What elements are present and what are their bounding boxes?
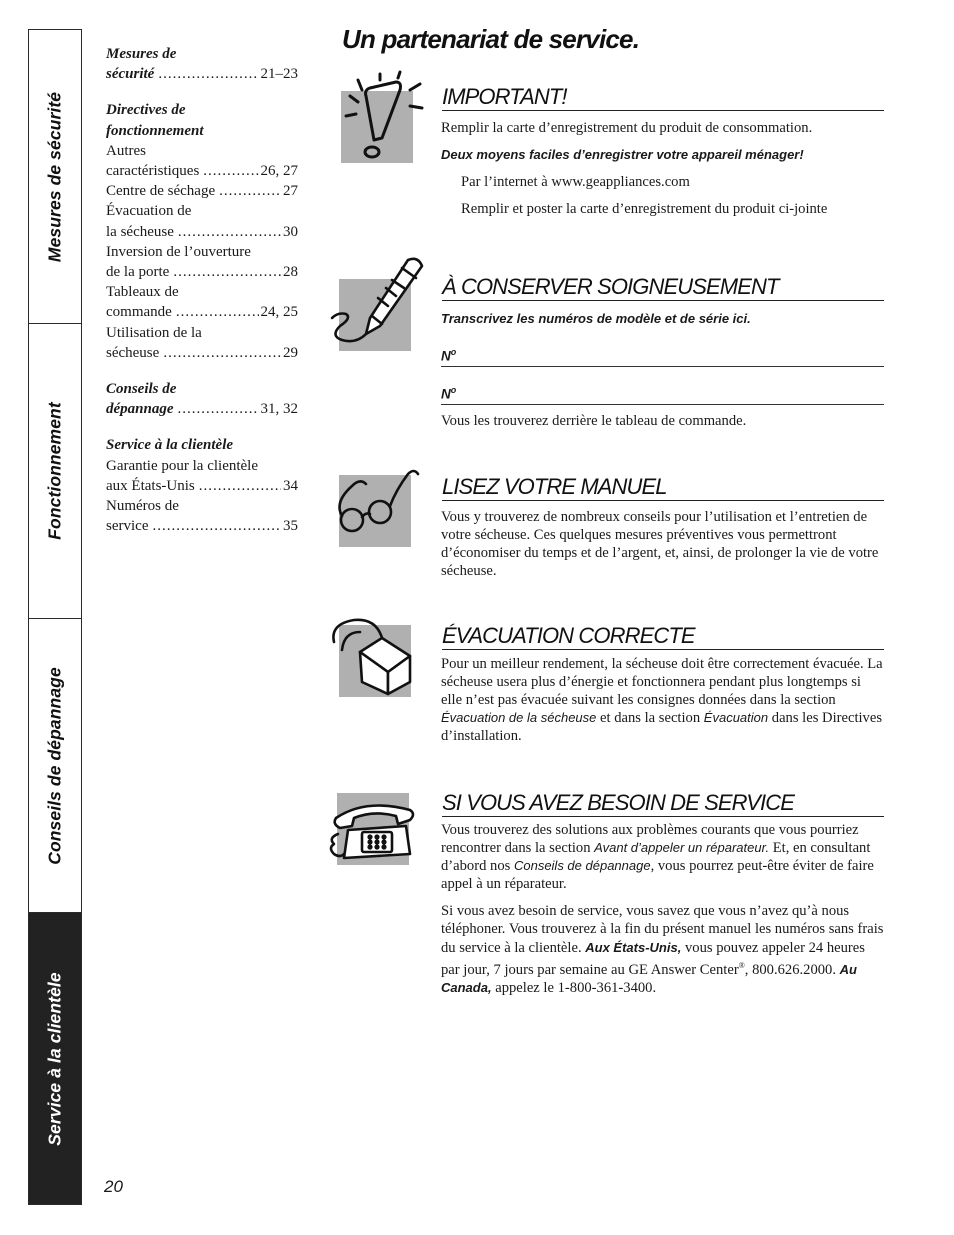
section-heading-exhaust: ÉVACUATION CORRECTE [442,623,884,650]
tab-fonctionnement[interactable] [29,324,81,619]
serial-number-field[interactable] [441,385,884,405]
service-p2-text-c: , 800.626.2000. [744,961,840,978]
toc-entry-label: Centre de séchage [106,183,216,200]
registration-option-mail: Remplir et poster la carte d’enregistrement du produit ci-jointe [461,201,828,218]
toc-section-title: sécurité [106,66,155,83]
toc-entry-label: la sécheuse [106,223,174,240]
toc-page-ref: 27 [283,183,298,200]
toc-page-ref: 26, 27 [260,163,298,180]
glasses-icon [326,462,426,542]
service-canada-label: Au Canada, [441,961,857,995]
pencil-icon [326,252,436,352]
toc-entry-label: Utilisation de la [106,324,202,341]
table-of-contents [106,44,298,552]
serial-number-label: N [441,386,451,402]
toc-page-ref: 31, 32 [260,401,298,418]
toc-entry-label: sécheuse [106,344,160,361]
registration-text: Remplir la carte d’enregistrement du produit de consommation. [441,120,813,136]
toc-entry-label: commande [106,304,172,321]
exhaust-text-a: Pour un meilleur rendement, la sécheuse doit être correctement évacuée. La sécheuse usera plus d’énergie et fonctionnera pendant plus longtemps si elle n’est pas évacuée suivant les consignes données dans la section [441,656,883,709]
tab-label: Service à la clientèle [44,971,65,1146]
toc-entry[interactable] [106,64,298,84]
service-p2-text-b: vous pouvez appeler 24 heures par jour, 7 jours par semaine au GE Answer Center [441,939,865,978]
tab-conseils-de-depannage[interactable] [29,619,81,913]
exhaust-ref-dryer[interactable]: Évacuation de la sécheuse [441,710,597,726]
toc-page-ref: 35 [283,518,298,535]
keep-note: Vous les trouverez derrière le tableau de commande. [441,413,747,429]
toc-section-title: Conseils de [106,381,177,398]
toc-entry-label: Garantie pour la clientèle [106,457,259,474]
vent-duct-icon [324,612,424,702]
service-p1-text-a: Vous trouverez des solutions aux problèmes courants que vous pourriez rencontrer dans la section [441,822,859,857]
page-number: 20 [104,1177,123,1196]
read-manual-text: Vous y trouverez de nombreux conseils pour l’utilisation et l’entretien de votre sécheuse. Ces quelques mesures préventives vous permettront d’économiser du temps et de l’argent, et, ainsi, de prolonger la vie de votre sécheuse. [441,509,879,580]
important-body [441,119,885,218]
exhaust-text-b: et dans la section [596,710,704,727]
dot-leader [178,399,259,419]
toc-entry-label: Autres [106,142,146,159]
toc-page-ref: 34 [283,477,298,494]
toc-entry[interactable] [106,343,298,363]
service-ref-troubleshooting[interactable]: Conseils de dépannage [513,858,651,874]
dot-leader [163,343,281,363]
toc-entry[interactable] [106,302,298,322]
model-number-label: N [441,348,451,364]
toc-page-ref: 28 [283,264,298,281]
registration-option-internet: Par l’internet à www.geappliances.com [461,174,690,191]
exhaust-text [441,655,885,745]
section-heading-keep: À CONSERVER SOIGNEUSEMENT [442,274,884,301]
tab-service-a-la-clientele[interactable] [29,913,81,1204]
toc-entry-label: service [106,518,149,535]
toc-entry[interactable] [106,181,298,201]
tab-label: Mesures de sécurité [44,91,65,262]
keep-instruction: Transcrivez les numéros de modèle et de série ici. [441,311,751,326]
toc-entry[interactable] [106,476,298,496]
model-number-field[interactable] [441,347,884,367]
service-paragraph-1 [441,821,885,893]
telephone-icon [326,796,426,868]
toc-section-service [106,435,298,536]
tab-label: Conseils de dépannage [44,666,65,865]
toc-page-ref: 24, 25 [260,304,298,321]
exhaust-paragraph [441,655,885,745]
dot-leader [152,516,281,536]
side-tab-strip [28,29,82,1205]
toc-entry-label: Évacuation de [106,203,192,220]
toc-section-title: fonctionnement [106,122,204,139]
toc-page-ref: 21–23 [260,66,298,83]
registration-subhead: Deux moyens faciles d’enregistrer votre appareil ménager! [441,147,804,163]
toc-entry-label: de la porte [106,264,170,281]
dot-leader [173,262,281,282]
toc-entry[interactable] [106,262,298,282]
service-us-label: Aux États-Unis, [585,939,682,955]
toc-entry[interactable] [106,399,298,419]
exhaust-ref-install[interactable]: Évacuation [703,710,769,726]
dot-leader [203,161,258,181]
service-paragraph-2 [441,902,885,996]
dot-leader [199,476,281,496]
dot-leader [219,181,281,201]
toc-section-title: Mesures de [106,46,177,62]
section-heading-service: SI VOUS AVEZ BESOIN DE SERVICE [442,790,884,817]
toc-section-title: Service à la clientèle [106,437,234,454]
service-ref-before-calling[interactable]: Avant d’appeler un réparateur. [594,840,770,856]
page-title: Un partenariat de service. [342,24,640,54]
model-number-label-sup: o [450,347,457,357]
tab-label: Fonctionnement [44,402,65,540]
exhaust-text-c: dans les Directives d’installation. [441,710,883,745]
dot-leader [158,64,258,84]
toc-entry[interactable] [106,222,298,242]
toc-section-depannage [106,379,298,419]
toc-entry-label: Tableaux de [106,284,179,301]
serial-number-label-sup: o [450,385,457,395]
service-p1-text-b: Et, en consultant d’abord nos [441,840,871,875]
toc-section-title: Directives de [106,102,186,119]
dot-leader [176,302,259,322]
toc-page-ref: 30 [283,223,298,240]
toc-entry-label: Numéros de [106,498,179,515]
service-text [441,821,885,997]
toc-entry-label: aux États-Unis [106,477,195,494]
tab-mesures-de-securite[interactable] [29,30,81,324]
service-p2-text-a: Si vous avez besoin de service, vous savez que vous n’avez qu’à nous téléphoner. Vous trouverez à la fin du présent manuel les numéros sans frais du service à la clientèle. [441,903,884,956]
toc-entry[interactable] [106,516,298,536]
exclamation-icon [330,68,430,168]
dot-leader [178,222,281,242]
section-heading-read-manual: LISEZ VOTRE MANUEL [442,474,884,501]
toc-entry[interactable] [106,161,298,181]
section-heading-important: IMPORTANT! [442,84,884,111]
service-p2-text-d: appelez le 1-800-361-3400. [491,979,657,996]
toc-entry-label: Inversion de l’ouverture [106,243,251,260]
registered-mark: ® [738,960,745,970]
toc-section-securite [106,44,298,84]
toc-section-fonctionnement [106,100,298,363]
service-p1-text-c: , vous pourrez peut-être éviter de faire appel à un réparateur. [441,858,874,893]
toc-page-ref: 29 [283,344,298,361]
toc-section-title: dépannage [106,401,174,418]
toc-entry-label: caractéristiques [106,163,200,180]
